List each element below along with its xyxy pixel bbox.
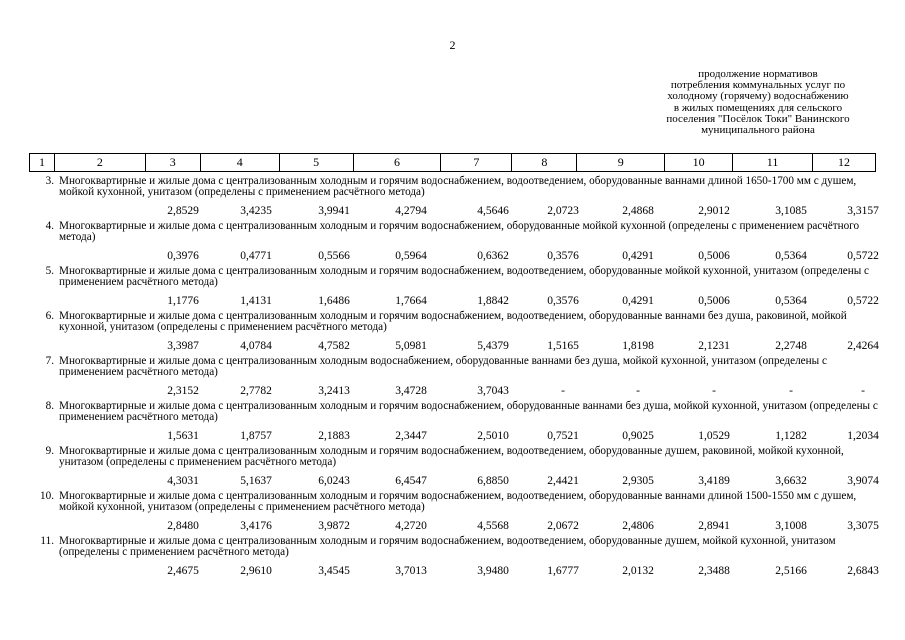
- value-cell: 2,8480: [167, 520, 199, 532]
- value-cell: 2,5010: [477, 430, 509, 442]
- value-cell: 3,4545: [318, 565, 350, 577]
- column-number: 3: [145, 154, 200, 172]
- value-cell: 3,3987: [167, 340, 199, 352]
- value-cell: 3,1085: [775, 205, 807, 217]
- value-cell: 3,9941: [318, 205, 350, 217]
- value-cell: 6,0243: [318, 475, 350, 487]
- value-cell: 2,3447: [395, 430, 427, 442]
- page-number: 2: [449, 38, 456, 52]
- row-description: Многоквартирные и жилые дома с централизованным холодным и горячим водоснабжением, оборудованные мойкой кухонной (определены с применением расчётного метода): [59, 220, 860, 243]
- heading-line: потребления коммунальных услуг по: [670, 79, 846, 92]
- value-cell: 1,0529: [698, 430, 730, 442]
- column-number: 1: [30, 154, 55, 172]
- value-cell: 1,4131: [240, 295, 272, 307]
- value-cell: 4,2720: [395, 520, 427, 532]
- value-cell: 2,9305: [622, 475, 654, 487]
- heading-line: холодному (горячему) водоснабжению: [667, 90, 849, 103]
- value-cell: 2,4675: [167, 565, 199, 577]
- value-cell: 2,4264: [847, 340, 879, 352]
- value-cell: 2,6843: [847, 565, 879, 577]
- row-description: Многоквартирные и жилые дома с централизованным холодным и горячим водоснабжением, водоотведением, оборудованные ваннами без душа, раковиной, мойкой кухонной, унитазом (определены с применением расчётного метода): [59, 310, 847, 333]
- value-cell: 2,7782: [240, 385, 272, 397]
- row-values: [29, 339, 879, 353]
- value-cell: 2,4806: [622, 520, 654, 532]
- value-cell: 6,8850: [477, 475, 509, 487]
- row-description: Многоквартирные и жилые дома с централизованным холодным и горячим водоснабжением, водоотведением, оборудованные душем, раковиной, мойкой кухонной, унитазом (определены с применением расчётного метода): [59, 445, 844, 468]
- value-cell: 1,8842: [477, 295, 509, 307]
- table-heading: [640, 69, 876, 136]
- row-values: [29, 294, 879, 308]
- value-cell: 0,3976: [167, 250, 199, 262]
- value-cell: 4,0784: [240, 340, 272, 352]
- value-cell: 3,6632: [775, 475, 807, 487]
- row-values: [29, 429, 879, 443]
- value-cell: -: [561, 385, 565, 397]
- value-cell: 1,8198: [622, 340, 654, 352]
- row-number: 11.: [40, 535, 54, 547]
- value-cell: 3,4235: [240, 205, 272, 217]
- value-cell: 0,6362: [477, 250, 509, 262]
- row-number: 3.: [45, 175, 54, 187]
- value-cell: 1,1776: [167, 295, 199, 307]
- value-cell: 2,4868: [622, 205, 654, 217]
- value-cell: 3,9872: [318, 520, 350, 532]
- row-description: Многоквартирные и жилые дома с централизованным холодным и горячим водоснабжением, водоотведением, оборудованные ваннами длиной 1650-1700 мм с душем, мойкой кухонной, унитазом (определены с применением расчётного метода): [59, 175, 857, 198]
- value-cell: 2,0132: [622, 565, 654, 577]
- value-cell: 4,7582: [318, 340, 350, 352]
- value-cell: 3,2413: [318, 385, 350, 397]
- heading-line: в жилых помещениях для сельского: [673, 101, 843, 114]
- table-row: [29, 400, 879, 446]
- row-number: 6.: [45, 310, 54, 322]
- value-cell: 1,8757: [240, 430, 272, 442]
- value-cell: 2,9012: [698, 205, 730, 217]
- column-number-header: [29, 153, 876, 172]
- value-cell: 4,5568: [477, 520, 509, 532]
- row-values: [29, 564, 879, 578]
- value-cell: 1,6486: [318, 295, 350, 307]
- column-number: 9: [577, 154, 665, 172]
- row-values: [29, 384, 876, 398]
- row-description: Многоквартирные и жилые дома с централизованным холодным и горячим водоснабжением, оборудованные ваннами без душа, мойкой кухонной, унитазом (определены с применением расчётного метода): [59, 400, 878, 423]
- row-values: [29, 204, 879, 218]
- value-cell: 2,0723: [547, 205, 579, 217]
- value-cell: 0,5566: [318, 250, 350, 262]
- row-number: 8.: [45, 400, 54, 412]
- column-number: 12: [813, 154, 876, 172]
- value-cell: 0,5006: [698, 250, 730, 262]
- row-values: [29, 249, 879, 263]
- value-cell: 0,5722: [847, 295, 879, 307]
- heading-line: муниципального района: [701, 124, 815, 137]
- value-cell: 3,3075: [847, 520, 879, 532]
- value-cell: 5,1637: [240, 475, 272, 487]
- row-description: Многоквартирные и жилые дома с централизованным холодным и горячим водоснабжением, водоотведением, оборудованные душем, мойкой кухонной, унитазом (определены с применением расчётного метода): [59, 535, 836, 558]
- value-cell: 1,2034: [847, 430, 879, 442]
- value-cell: 2,4421: [547, 475, 579, 487]
- value-cell: 2,9610: [240, 565, 272, 577]
- value-cell: 3,4176: [240, 520, 272, 532]
- table-row: [29, 490, 879, 536]
- value-cell: 4,2794: [395, 205, 427, 217]
- table-row: [29, 220, 879, 266]
- column-number: 5: [279, 154, 353, 172]
- column-number: 10: [665, 154, 733, 172]
- value-cell: -: [789, 385, 793, 397]
- value-cell: 3,7013: [395, 565, 427, 577]
- value-cell: 1,5631: [167, 430, 199, 442]
- row-number: 9.: [45, 445, 54, 457]
- value-cell: 3,4189: [698, 475, 730, 487]
- heading-line: продолжение нормативов: [698, 68, 818, 80]
- value-cell: 3,9074: [847, 475, 879, 487]
- value-cell: 0,5722: [847, 250, 879, 262]
- value-cell: 3,3157: [847, 205, 879, 217]
- table-row: [29, 175, 879, 221]
- table-row: [29, 265, 879, 311]
- column-number: 2: [54, 154, 145, 172]
- value-cell: 2,8529: [167, 205, 199, 217]
- value-cell: 0,5006: [698, 295, 730, 307]
- value-cell: 0,4771: [240, 250, 272, 262]
- row-description: Многоквартирные и жилые дома с централизованным холодным и горячим водоснабжением, водоотведением, оборудованные мойкой кухонной, унитазом (определены с применением расчётного метода): [59, 265, 870, 288]
- row-number: 4.: [45, 220, 54, 232]
- value-cell: 0,9025: [622, 430, 654, 442]
- heading-line: поселения "Посёлок Токи" Ванинского: [666, 112, 850, 125]
- row-number: 7.: [45, 355, 54, 367]
- value-cell: 1,6777: [547, 565, 579, 577]
- value-cell: 2,3152: [167, 385, 199, 397]
- value-cell: 2,8941: [698, 520, 730, 532]
- column-number: 6: [353, 154, 441, 172]
- value-cell: 2,2748: [775, 340, 807, 352]
- table-row: [29, 356, 876, 401]
- row-description: Многоквартирные и жилые дома с централизованным холодным и горячим водоснабжением, водоотведением, оборудованные ваннами длиной 1500-1550 мм с душем, мойкой кухонной, унитазом (определены с применением расчётного метода): [59, 490, 857, 513]
- value-cell: 2,1231: [698, 340, 730, 352]
- value-cell: 3,9480: [477, 565, 509, 577]
- value-cell: 1,5165: [547, 340, 579, 352]
- value-cell: 3,4728: [395, 385, 427, 397]
- value-cell: 3,1008: [775, 520, 807, 532]
- norms-table-body: [29, 175, 879, 581]
- row-description: Многоквартирные и жилые дома с централизованным холодным водоснабжением, оборудованные ваннами без душа, мойкой кухонной, унитазом (определены с применением расчётного метода): [59, 355, 827, 378]
- row-number: 5.: [45, 265, 54, 277]
- value-cell: 0,3576: [547, 250, 579, 262]
- value-cell: 2,1883: [318, 430, 350, 442]
- value-cell: 5,0981: [395, 340, 427, 352]
- value-cell: 4,5646: [477, 205, 509, 217]
- value-cell: 6,4547: [395, 475, 427, 487]
- value-cell: 0,4291: [622, 295, 654, 307]
- value-cell: 0,4291: [622, 250, 654, 262]
- column-number: 4: [200, 154, 279, 172]
- value-cell: -: [861, 385, 865, 397]
- value-cell: 0,5364: [775, 250, 807, 262]
- value-cell: -: [636, 385, 640, 397]
- value-cell: 2,0672: [547, 520, 579, 532]
- value-cell: 2,3488: [698, 565, 730, 577]
- column-number: 7: [441, 154, 512, 172]
- value-cell: 3,7043: [477, 385, 509, 397]
- value-cell: 4,3031: [167, 475, 199, 487]
- value-cell: 0,3576: [547, 295, 579, 307]
- value-cell: 1,7664: [395, 295, 427, 307]
- value-cell: 0,5964: [395, 250, 427, 262]
- row-values: [29, 519, 879, 533]
- table-row: [29, 535, 879, 581]
- value-cell: 1,1282: [775, 430, 807, 442]
- value-cell: -: [712, 385, 716, 397]
- value-cell: 0,7521: [547, 430, 579, 442]
- row-number: 10.: [40, 490, 54, 502]
- column-number: 11: [733, 154, 813, 172]
- value-cell: 2,5166: [775, 565, 807, 577]
- column-number: 8: [512, 154, 577, 172]
- value-cell: 0,5364: [775, 295, 807, 307]
- row-values: [29, 474, 879, 488]
- table-row: [29, 310, 879, 356]
- value-cell: 5,4379: [477, 340, 509, 352]
- table-row: [29, 445, 879, 491]
